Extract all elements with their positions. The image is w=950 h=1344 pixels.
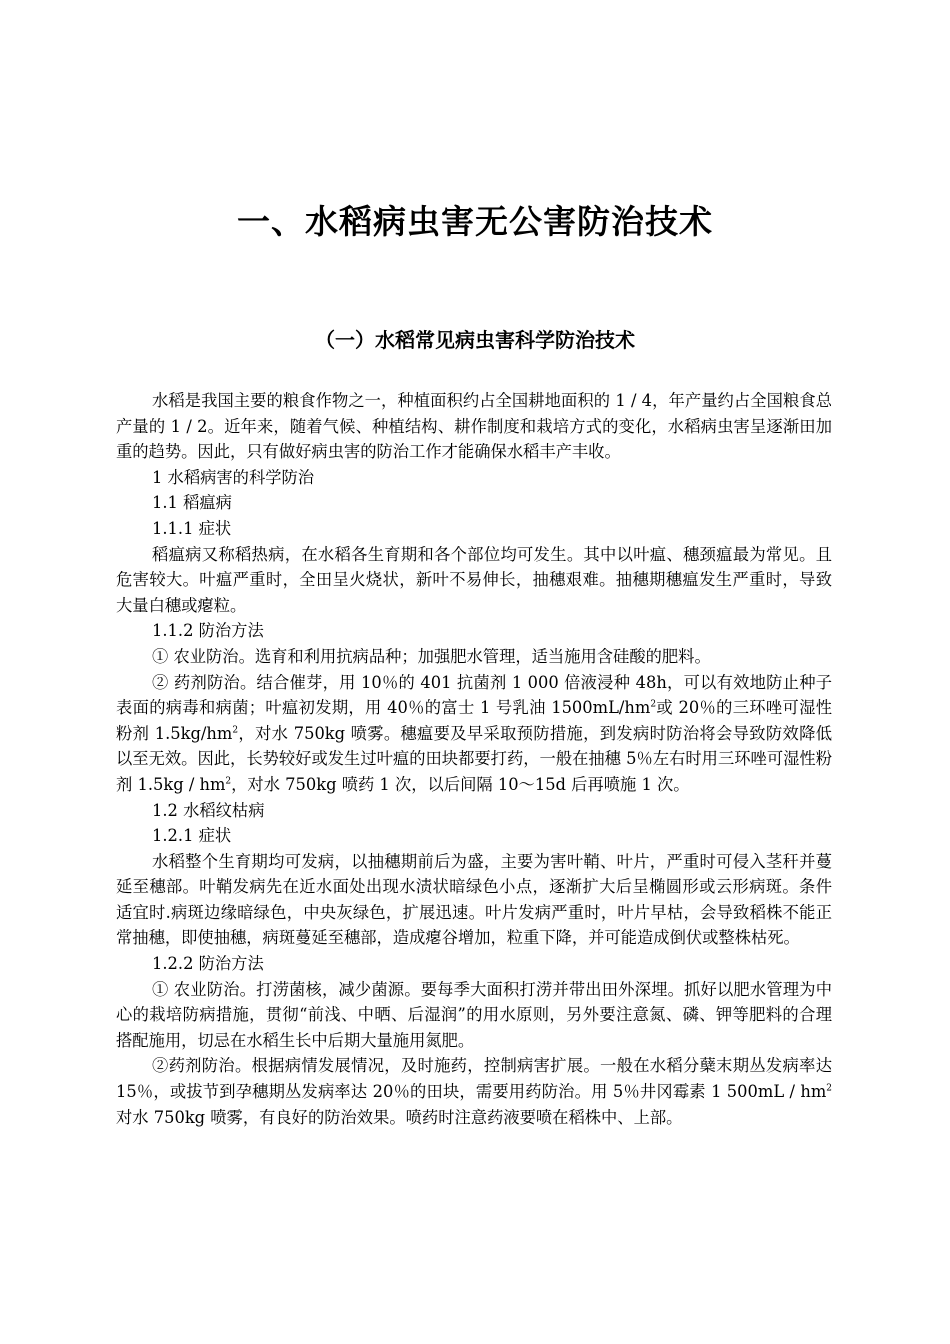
text-segment: 或 20％的三环唑可湿性粉剂 1.5kg/hm	[116, 698, 832, 743]
heading-sheath-blight: 1.2 水稻纹枯病	[152, 800, 265, 820]
sheath-agricultural-control-paragraph: ① 农业防治。打涝菌核，减少菌源。要每季大面积打涝并带出田外深埋。抓好以肥水管理为中心的栽培防病措施，贯彻“前浅、中晒、后湿润”的用水原则，另外要注意氮、磷、钾等肥料的合理搭配施用，切忌在水稻生长中后期大量施用氮肥。	[116, 979, 832, 1050]
heading-rice-blast: 1.1 稻瘟病	[152, 493, 232, 513]
sheath-symptoms-paragraph: 水稻整个生育期均可发病，以抽穗期前后为盛，主要为害叶鞘、叶片，严重时可侵入茎秆并蔓延至穗部。叶鞘发病先在近水面处出现水渍状暗绿色小点，逐渐扩大后呈椭圆形或云形病斑。条件适宜时.病斑边缘暗绿色，中央灰绿色，扩展迅速。叶片发病严重时，叶片早枯，会导致稻株不能正常抽穗，即使抽穗，病斑蔓延至穗部，造成瘪谷增加，粒重下降，并可能造成倒伏或整株枯死。	[116, 851, 832, 948]
text-segment: ② 药剂防治。结合催芽，用 10％的 401 抗菌剂 1 000 倍液浸种 48h，可以有效地防止种子表面的病毒和病菌；叶瘟初发期，用 40％的富士 1 号乳油 1500mL/hm	[116, 672, 832, 718]
sheath-chemical-control-paragraph	[116, 1053, 832, 1130]
heading-blast-control: 1.1.2 防治方法	[152, 621, 264, 641]
heading-blast-symptoms: 1.1.1 症状	[152, 518, 232, 538]
blast-chemical-control-paragraph	[116, 670, 832, 798]
text-segment: ，对水 750kg 喷雾。穗瘟要及早采取预防措施，到发病时防治将会导致防效降低以至无效。因此，长势较好或发生过叶瘟的田块都要打药，一般在抽穗 5％左右时用三环唑可湿性粉剂 1.5kg / hm	[116, 723, 832, 794]
intro-paragraph: 水稻是我国主要的粮食作物之一，种植面积约占全国耕地面积的 1 / 4，年产量约占全国粮食总产量的 1 / 2。近年来，随着气候、种植结构、耕作制度和栽培方式的变化，水稻病虫害呈逐渐田加重的趋势。因此，只有做好病虫害的防治工作才能确保水稻丰产丰收。	[116, 391, 832, 462]
text-segment: ，对水 750kg 喷药 1 次，以后间隔 10～15d 后再喷施 1 次。	[231, 774, 690, 794]
superscript: 2	[826, 1083, 832, 1094]
section-title: （一）水稻常见病虫害科学防治技术	[315, 328, 635, 352]
heading-sheath-control: 1.2.2 防治方法	[152, 954, 264, 974]
superscript: 2	[232, 725, 239, 736]
heading-rice-disease-control: 1 水稻病害的科学防治	[152, 467, 315, 487]
blast-symptoms-paragraph: 稻瘟病又称稻热病，在水稻各生育期和各个部位均可发生。其中以叶瘟、穗颈瘟最为常见。且危害较大。叶瘟严重时，全田呈火烧状，新叶不易伸长，抽穗艰难。抽穗期穗瘟发生严重时，导致大量白穗或瘪粒。	[116, 544, 832, 615]
chapter-title: 一、水稻病虫害无公害防治技术	[237, 202, 713, 241]
document-body	[116, 388, 832, 1130]
superscript: 2	[225, 776, 232, 787]
superscript: 2	[650, 699, 657, 710]
text-segment: 对水 750kg 喷雾，有良好的防治效果。喷药时注意药液要喷在稻株中、上部。	[116, 1107, 683, 1127]
blast-agricultural-control-paragraph: ① 农业防治。选育和利用抗病品种；加强肥水管理，适当施用含硅酸的肥料。	[152, 646, 711, 666]
text-segment: ②药剂防治。根据病情发展情况，及时施药，控制病害扩展。一般在水稻分蘖末期丛发病率达 15％，或拔节到孕穗期丛发病率达 20％的田块，需要用药防治。用 5％井冈霉素 1 500mL / hm	[116, 1056, 832, 1102]
heading-sheath-symptoms: 1.2.1 症状	[152, 826, 232, 846]
